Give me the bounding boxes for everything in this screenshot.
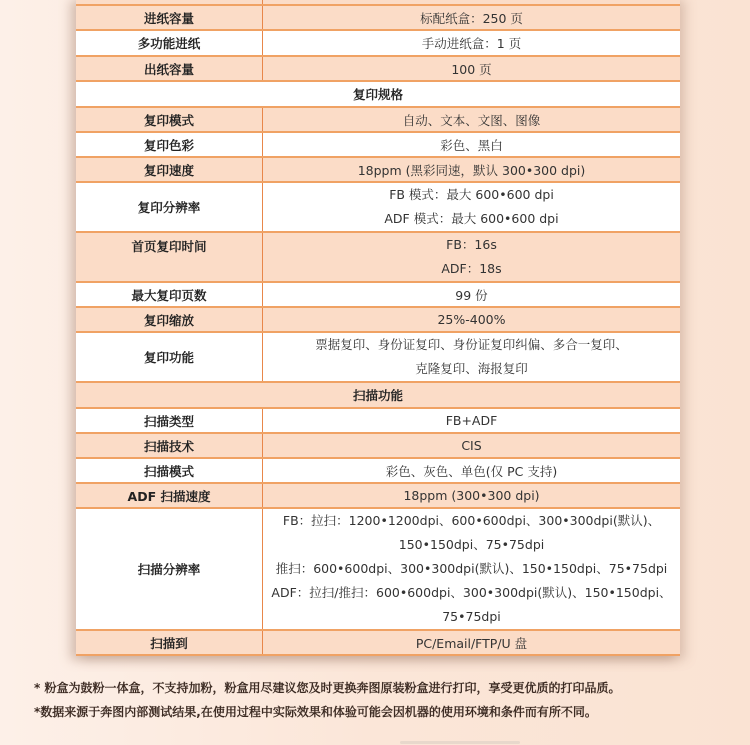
spec-value-line: 150•150dpi、75•75dpi bbox=[398, 537, 545, 552]
spec-label: 首页复印时间 bbox=[76, 232, 263, 282]
spec-value-line: 票据复印、身份证复印、身份证复印纠偏、多合一复印、 bbox=[315, 337, 628, 352]
table-row bbox=[76, 408, 680, 433]
spec-value bbox=[263, 232, 681, 282]
spec-value-line: 彩色、灰色、单色(仅 PC 支持) bbox=[385, 463, 558, 479]
spec-value-line: FB+ADF bbox=[445, 413, 498, 428]
spec-value-line: 推扫：600•600dpi、300•300dpi(默认)、150•150dpi、75•75dpi bbox=[275, 561, 668, 576]
spec-label: 复印缩放 bbox=[76, 307, 263, 332]
table-row bbox=[76, 157, 680, 182]
spec-value-line: 彩色、黑白 bbox=[440, 137, 503, 153]
spec-value-line: ADF 模式：最大 600•600 dpi bbox=[384, 211, 559, 226]
spec-value bbox=[263, 408, 681, 433]
spec-label: 多功能进纸 bbox=[76, 30, 263, 56]
spec-value bbox=[263, 56, 681, 81]
footnote-data-source: *数据来源于奔图内部测试结果,在使用过程中实际效果和体验可能会因机器的使用环境和条件而有所不同。 bbox=[34, 705, 597, 719]
table-row bbox=[76, 307, 680, 332]
spec-value bbox=[263, 107, 681, 132]
spec-value bbox=[263, 157, 681, 182]
footnotes bbox=[34, 676, 734, 724]
spec-value bbox=[263, 630, 681, 655]
spec-value-line: 25%-400% bbox=[437, 312, 506, 327]
spec-value-line: ADF：18s bbox=[441, 261, 502, 276]
spec-value bbox=[263, 182, 681, 232]
spec-value-line: FB：拉扫：1200•1200dpi、600•600dpi、300•300dpi(默认)、 bbox=[282, 513, 661, 528]
footnote-toner: * 粉盒为鼓粉一体盒，不支持加粉，粉盒用尽建议您及时更换奔图原装粉盒进行打印，享受更优质的打印品质。 bbox=[34, 681, 621, 695]
spec-label: 扫描类型 bbox=[76, 408, 263, 433]
spec-value-line: 标配纸盒：250 页 bbox=[420, 10, 523, 26]
spec-value bbox=[263, 282, 681, 307]
table-row bbox=[76, 107, 680, 132]
spec-value-line: ADF：拉扫/推扫：600•600dpi、300•300dpi(默认)、150•150dpi、 bbox=[271, 585, 672, 600]
spec-value-line: 克隆复印、海报复印 bbox=[415, 361, 528, 376]
spec-label: 扫描技术 bbox=[76, 433, 263, 458]
spec-label: 进纸容量 bbox=[76, 5, 263, 30]
spec-label: 扫描模式 bbox=[76, 458, 263, 483]
section-header-row bbox=[76, 81, 680, 107]
spec-value bbox=[263, 30, 681, 56]
section-header-row bbox=[76, 382, 680, 408]
spec-label: 最大复印页数 bbox=[76, 282, 263, 307]
spec-value bbox=[263, 332, 681, 382]
spec-value-line: 自动、文本、文图、图像 bbox=[402, 112, 541, 128]
spec-label: 复印速度 bbox=[76, 157, 263, 182]
spec-label: 扫描分辨率 bbox=[76, 508, 263, 630]
spec-value-line: FB 模式：最大 600•600 dpi bbox=[389, 187, 554, 202]
spec-value bbox=[263, 132, 681, 157]
spec-value bbox=[263, 458, 681, 483]
table-row bbox=[76, 232, 680, 282]
spec-value-line: 100 页 bbox=[451, 61, 492, 77]
table-row bbox=[76, 433, 680, 458]
spec-label: 复印模式 bbox=[76, 107, 263, 132]
spec-value-line: 手动进纸盒：1 页 bbox=[421, 36, 522, 51]
spec-table bbox=[76, 0, 680, 656]
spec-value-line: 75•75dpi bbox=[442, 609, 501, 624]
table-row bbox=[76, 630, 680, 655]
spec-card bbox=[76, 0, 680, 656]
table-row bbox=[76, 508, 680, 630]
spec-value bbox=[263, 433, 681, 458]
spec-value bbox=[263, 508, 681, 630]
scroll-indicator bbox=[400, 741, 520, 744]
table-row bbox=[76, 56, 680, 81]
spec-value bbox=[263, 5, 681, 30]
spec-value-line: FB：16s bbox=[446, 237, 497, 252]
spec-value-line: 18ppm (300•300 dpi) bbox=[403, 488, 540, 503]
section-title: 扫描功能 bbox=[76, 382, 680, 408]
spec-label: 出纸容量 bbox=[76, 56, 263, 81]
spec-label: 复印色彩 bbox=[76, 132, 263, 157]
table-row bbox=[76, 483, 680, 508]
section-title: 复印规格 bbox=[76, 81, 680, 107]
spec-value bbox=[263, 483, 681, 508]
table-row bbox=[76, 282, 680, 307]
spec-value bbox=[263, 307, 681, 332]
table-row bbox=[76, 332, 680, 382]
spec-label: 扫描到 bbox=[76, 630, 263, 655]
spec-label: 复印功能 bbox=[76, 332, 263, 382]
table-row bbox=[76, 30, 680, 56]
table-row bbox=[76, 5, 680, 30]
spec-label: 复印分辨率 bbox=[76, 182, 263, 232]
spec-value-line: 99 份 bbox=[455, 287, 488, 303]
spec-value-line: PC/Email/FTP/U 盘 bbox=[415, 635, 528, 651]
spec-value-line: CIS bbox=[461, 438, 482, 453]
table-row bbox=[76, 132, 680, 157]
table-row bbox=[76, 458, 680, 483]
spec-value-line: 18ppm (黑彩同速，默认 300•300 dpi) bbox=[357, 162, 586, 178]
spec-label: ADF 扫描速度 bbox=[76, 483, 263, 508]
table-row bbox=[76, 182, 680, 232]
